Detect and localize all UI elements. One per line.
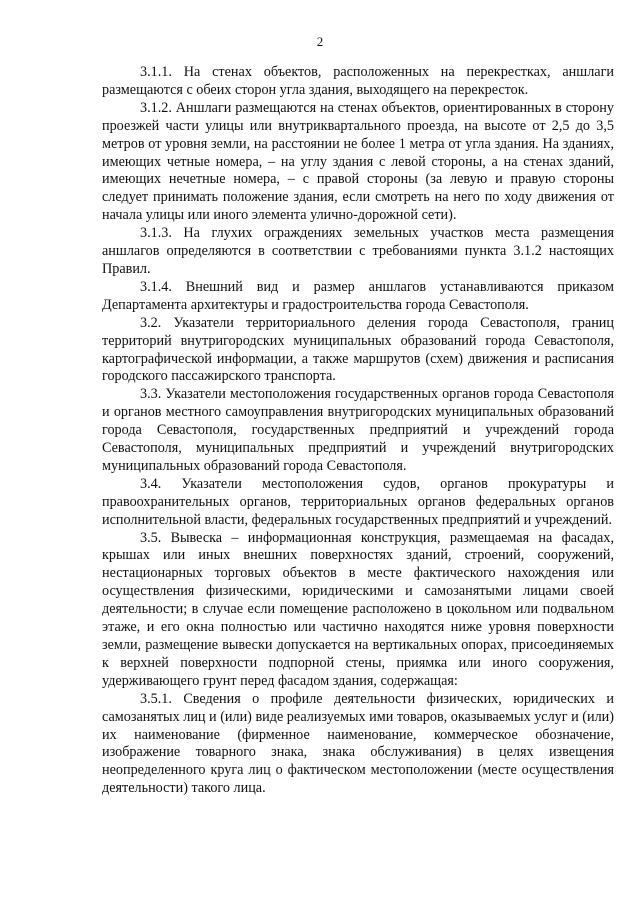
paragraph-3-4: 3.4. Указатели местоположения судов, органов прокуратуры и правоохранительных органов, территориальных органов федеральных органов исполнительной власти, федеральных государственных предприятий и учреждений.	[102, 475, 614, 528]
paragraph-3-1-1: 3.1.1. На стенах объектов, расположенных на перекрестках, аншлаги размещаются с обеих сторон угла здания, выходящего на перекресток.	[102, 64, 614, 98]
page-number: 2	[316, 34, 324, 49]
paragraph-3-1-3: 3.1.3. На глухих ограждениях земельных участков места размещения аншлагов определяются в соответствии с требованиями пункта 3.1.2 настоящих Правил.	[102, 225, 614, 277]
paragraph-3-5-1: 3.5.1. Сведения о профиле деятельности физических, юридических и самозанятых лиц и (или) виде реализуемых ими товаров, оказываемых услуг и (или) их наименование (фирменное наименование, коммерческое обозначение, изображение товарного знака, знака обслуживания) в целях извещения неопределенного круга лиц о фактическом местоположении (месте осуществления деятельности) такого лица.	[102, 690, 614, 797]
paragraph-3-5: 3.5. Вывеска – информационная конструкция, размещаемая на фасадах, крышах или иных внешних поверхностях зданий, строений, сооружений, нестационарных торговых объектов в месте фактического нахождения или осуществления физическими, юридическими и самозанятыми лицами своей деятельности; в случае если помещение расположено в цокольном или подвальном этаже, и его окна полностью или частично находятся ниже уровня поверхности земли, размещение вывески допускается на вертикальных опорах, присоединяемых к верхней поверхности подпорной стены, приямка или иного сооружения, удерживающего грунт перед фасадом здания, содержащая:	[102, 529, 614, 689]
document-body	[102, 64, 614, 798]
paragraph-3-1-4: 3.1.4. Внешний вид и размер аншлагов устанавливаются приказом Департамента архитектуры и градостроительства города Севастополя.	[102, 278, 614, 313]
paragraph-3-1-2: 3.1.2. Аншлаги размещаются на стенах объектов, ориентированных в сторону проезжей части улицы или внутриквартального проезда, на высоте от 2,5 до 3,5 метров от уровня земли, на расстоянии не более 1 метра от угла здания. На зданиях, имеющих четные номера, – на углу здания с левой стороны, а на стенах зданий, имеющих нечетные номера, – с правой стороны (за левую и правую стороны следует принимать положение здания, если смотреть на него по ходу движения от начала улицы или иного элемента улично-дорожной сети).	[102, 99, 614, 224]
paragraph-3-3: 3.3. Указатели местоположения государственных органов города Севастополя и органов местного самоуправления внутригородских муниципальных образований города Севастополя, государственных предприятий и учреждений города Севастополя, муниципальных предприятий и учреждений внутригородских муниципальных образований города Севастополя.	[102, 386, 614, 474]
paragraph-3-2: 3.2. Указатели территориального деления города Севастополя, границ территорий внутригородских муниципальных образований города Севастополя, картографической информации, а также маршрутов (схем) движения и расписания городского пассажирского транспорта.	[102, 314, 614, 385]
